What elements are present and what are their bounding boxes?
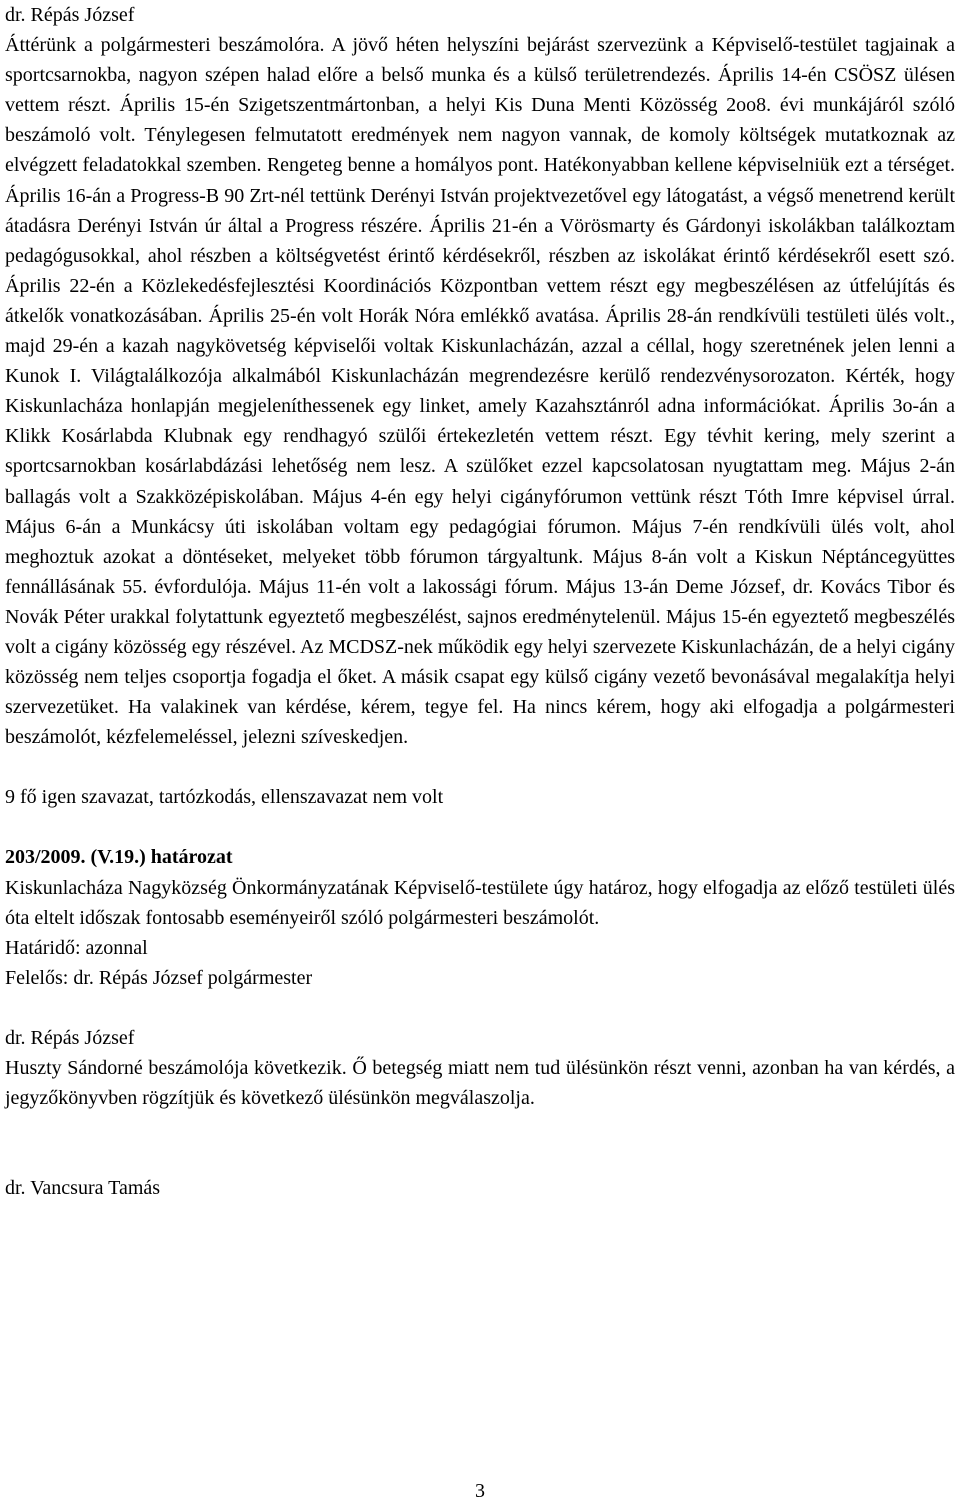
speaker-name: dr. Répás József [5,4,135,26]
speaker-name: dr. Répás József [5,1026,135,1049]
spacer [5,752,955,782]
spacer [5,993,955,1023]
spacer [5,812,955,842]
speaker-name: dr. Vancsura Tamás [5,1177,161,1200]
resolution-title: 203/2009. (V.19.) határozat [5,846,233,869]
resolution-responsible: Felelős: dr. Répás József polgármester [5,966,313,989]
next-report-paragraph: Huszty Sándorné beszámolója következik. Ő betegség miatt nem tud ülésünkön részt venni, azonban ha van kérdés, a jegyzőkönyvben rögzítjük és következő ülésünkön megválaszolja. [5,1057,955,1110]
page-number: 3 [475,1480,485,1502]
vote-result: 9 fő igen szavazat, tartózkodás, ellenszavazat nem volt [5,786,444,809]
document-page [5,0,955,1203]
resolution-deadline: Határidő: azonnal [5,936,148,959]
spacer [5,1113,955,1173]
mayor-report-paragraph: Áttérünk a polgármesteri beszámolóra. A jövő héten helyszíni bejárást szervezünk a Képviselő-testület tagjainak a sportcsarnokba, nagyon szépen halad előre a belső munka és a külső területrendezés. Április 14-én CSÖSZ ülésen vettem részt. Április 15-én Szigetszentmártonban, a helyi Kis Duna Menti Közösség 2oo8. évi munkájáról szóló beszámoló volt. Ténylegesen felmutatott eredmények nem nagyon vannak, de komoly költségek mutatkoznak az elvégzett feladatokkal szemben. Rengeteg benne a homályos pont. Hatékonyabban kellene képviselniük ezt a térséget. Április 16-án a Progress-B 90 Zrt-nél tettünk Derényi István projektvezetővel egy látogatást, a végső menetrend került átadásra Derényi István úr által a Progress részére. Április 21-én a Vörösmarty és Gárdonyi iskolákban találkoztam pedagógusokkal, ahol részben a költségvetést érintő kérdésekről, részben az iskolákat érintő kérdésekről esett szó. Április 22-én a Közlekedésfejlesztési Koordinációs Központban vettem részt egy megbeszélésen az útfelújítás és átkelők vonatkozásában. Április 25-én volt Horák Nóra emlékkő avatása. Április 28-án rendkívüli testületi ülés volt., majd 29-én a kazah nagykövetség képviselői voltak Kiskunlacházán, azzal a céllal, hogy szeretnének jelen lenni a Kunok I. Világtalálkozója alkalmából Kiskunlacházán megrendezésre kerülő rendezvénysorozaton. Kérték, hogy Kiskunlacháza honlapján megjeleníthessenek egy linket, amely Kazahsztánról adna információkat. Április 3o-án a Klikk Kosárlabda Klubnak egy rendhagyó szülői értekezletén vettem részt. Egy tévhit kering, mely szerint a sportcsarnokban kosárlabdázási lehetőség nem lesz. A szülőket ezzel kapcsolatosan nyugtattam meg. Május 2-án ballagás volt a Szakközépiskolában. Május 4-én egy helyi cigányfórumon vettünk részt Tóth Imre képvisel úrral. Május 6-án a Munkácsy úti iskolában voltam egy pedagógiai fórumon. Május 7-én rendkívüli ülés volt, ahol meghoztuk azokat a döntéseket, melyeket több fórumon tárgyaltunk. Május 8-án volt a Kiskun Néptáncegyüttes fennállásának 55. évfordulója. Május 11-én volt a lakossági fórum. Május 13-án Deme József, dr. Kovács Tibor és Novák Péter urakkal folytattunk egyeztető megbeszélést, sajnos eredménytelenül. Május 15-én egyeztető megbeszélés volt a cigány közösség egy részével. Az MCDSZ-nek működik egy helyi szervezete Kiskunlacházán, de a helyi cigány közösség nem teljes csoportja fogadja el őket. A másik csapat egy külső cigány vezető bevonásával megalakítja helyi szervezetüket. Ha valakinek van kérdése, kérem, tegye fel. Ha nincs kérem, hogy aki elfogadja a polgármesteri beszámolót, kézfelemeléssel, jelezni szíveskedjen. [5,34,955,749]
resolution-text: Kiskunlacháza Nagyközség Önkormányzatának Képviselő-testülete úgy határoz, hogy elfogadja az előző testületi ülés óta eltelt időszak fontosabb eseményeiről szóló polgármesteri beszámolót. [5,876,955,929]
